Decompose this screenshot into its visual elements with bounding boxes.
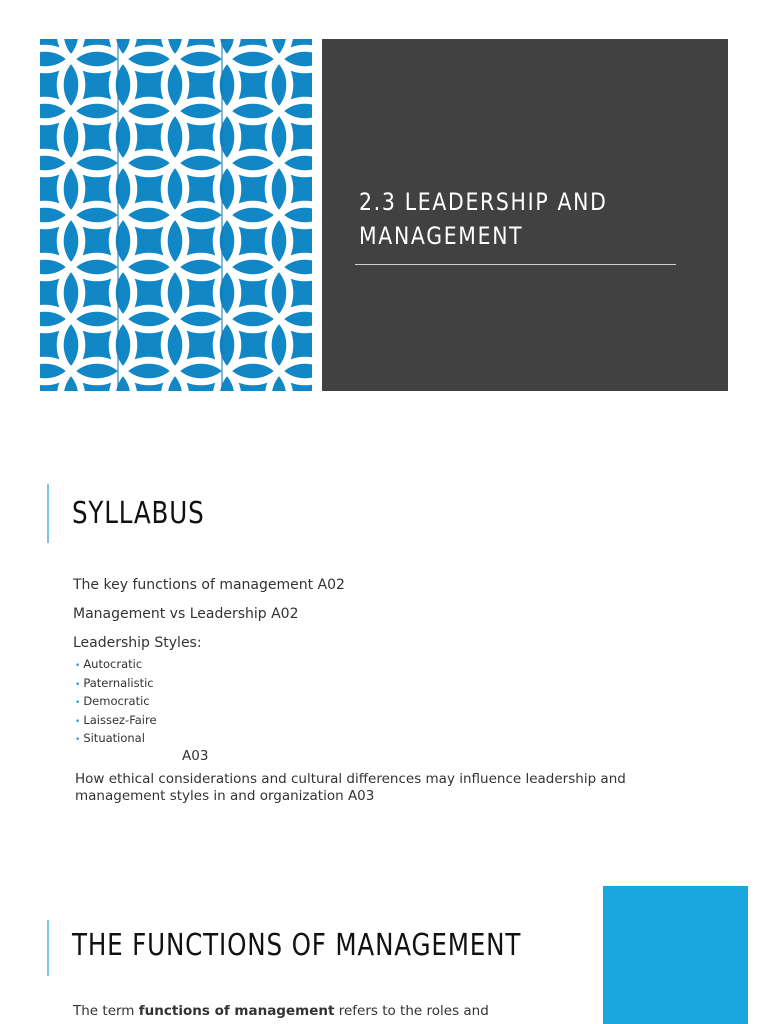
functions-heading: THE FUNCTIONS OF MANAGEMENT (72, 928, 522, 963)
syllabus-heading: SYLLABUS (72, 496, 205, 531)
bold-term: functions of management (138, 1003, 335, 1019)
syllabus-line-functions: The key functions of management A02 (73, 577, 345, 593)
interlocking-circles-pattern (40, 39, 312, 391)
a03-label: A03 (182, 748, 209, 764)
bullet-icon: • (75, 735, 81, 745)
bullet-icon: • (75, 679, 81, 690)
list-item: • Situational (75, 731, 145, 745)
heading-accent-bar (47, 484, 49, 543)
heading-accent-bar (47, 920, 49, 976)
functions-paragraph: The term functions of management refers to the roles and (73, 1003, 489, 1019)
list-item: • Laissez-Faire (75, 712, 157, 727)
syllabus-line-leadership-styles: Leadership Styles: (73, 635, 202, 651)
bullet-icon: • (75, 716, 81, 727)
decorative-blue-square (603, 886, 748, 1024)
slide-title: 2.3 LEADERSHIP AND MANAGEMENT (359, 188, 608, 250)
syllabus-line-management-vs-leadership: Management vs Leadership A02 (73, 606, 299, 622)
title-divider (355, 264, 676, 265)
decorative-pattern (40, 39, 312, 391)
list-item: • Autocratic (75, 657, 143, 671)
leadership-styles-list (75, 655, 157, 748)
list-item: • Democratic (75, 694, 150, 708)
title-panel (322, 39, 728, 391)
syllabus-paragraph: How ethical considerations and cultural differences may influence leadership and management styles in and organization A03 (75, 771, 626, 804)
bullet-icon: • (75, 698, 81, 708)
bullet-icon: • (75, 661, 81, 671)
list-item: • Paternalistic (75, 675, 154, 690)
